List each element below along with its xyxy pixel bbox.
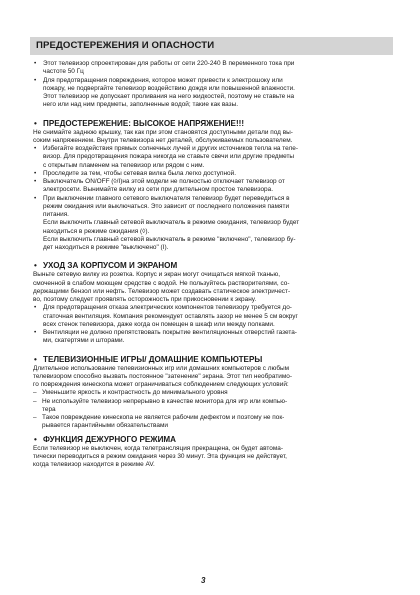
games-dash-1: – Уменьшите яркость и контрастность до минимального уровня (33, 389, 228, 397)
games-paragraph: Длительное использование телевизионных игр или домашних компьютеров с любым телевизором способно вызвать постоянное "затенение" экрана. Этот тип необратимо- го повреждения кинескопа может ограничиваться соблюдением следующих условий: (33, 364, 293, 388)
games-dash-3: – Такое повреждение кинескопа не является рабочим дефектом и поэтому не пок- рывается гарантийными обязательствами (33, 414, 285, 430)
bullet-icon: • (34, 434, 37, 444)
page-number: 3 (201, 576, 206, 585)
bullet-icon: • (34, 76, 37, 84)
games-dash-2: – Не используйте телевизор непрерывно в качестве монитора для игр или компью- тера (33, 397, 288, 413)
care-paragraph: Выньте сетевую вилку из розетка. Корпус и экран могут очищаться мягкой тканью, смоченной в слабом моющем средстве с водой. Не пользуйтесь растворителями, со- держащими бензол или нефть. Телевизор может создавать статическое электричест- во, поэтому следует проявлять осторожность при прикосновении к экрану. (33, 271, 291, 303)
voltage-note-1: Если выключить главный сетевой выключатель в режиме ожидания, телевизор будет находиться в режиме ожидания (◊). (43, 219, 300, 235)
voltage-bullet-3: • Выключатель ON/OFF (◊/I)на этой модели не полностью отключает телевизор от электросети. Вынимайте вилку из сети при длительном простое телевизора. (34, 178, 285, 194)
bullet-icon: • (34, 118, 37, 128)
standby-paragraph: Если телевизор не выключен, когда телетрансляция прекращена, он будет автома- тически переводиться в режим ожидания через 30 минут. Эта функция не действует, когда телевизор находится в режиме AV. (33, 444, 287, 468)
intro-bullet-2: • Для предотвращения повреждения, которое может привести к электрошоку или пожару, не подвергайте телевизор воздействию дождя или повышенной влажности. Этот телевизор не допускает проливания на него жидкостей, поэтому не ставьте на него или над ним предметы, заполненные водой; такие как вазы. (34, 76, 295, 109)
page-content (33, 60, 391, 469)
section-title-care: • УХОД ЗА КОРПУСОМ И ЭКРАНОМ (34, 261, 178, 271)
voltage-paragraph: Не снимайте заднюю крышку, так как при этом становятся доступными детали под вы- соким напряжением. Внутри телевизора нет деталей, обслуживаемых пользователем. (33, 128, 293, 144)
section-title-standby: • ФУНКЦИЯ ДЕЖУРНОГО РЕЖИМА (34, 434, 177, 444)
care-bullet-2: • Вентиляции не должно препятствовать покрытие вентиляционных отверстий газета- ми, скатертями и шторами. (34, 329, 297, 345)
bullet-icon: • (34, 261, 37, 271)
intro-bullet-1: • Этот телевизор спроектирован для работы от сети 220-240 В переменного тока при частоте 50 Гц (34, 60, 295, 76)
voltage-bullet-4: • При выключении главного сетевого выключателя телевизор будет переведиться в режим ожидания или выключаться. Это зависит от последнего положения памяти питания. (34, 194, 290, 218)
dash-icon: – (33, 414, 37, 421)
section-title-voltage: • ПРЕДОСТЕРЕЖЕНИЕ: ВЫСОКОЕ НАПРЯЖЕНИЕ!!! (34, 118, 245, 128)
bullet-icon: • (34, 194, 37, 202)
bullet-icon: • (34, 169, 37, 177)
bullet-icon: • (34, 60, 37, 67)
section-title-games: • ТЕЛЕВИЗИОННЫЕ ИГРЫ/ ДОМАШНИЕ КОМПЬЮТЕРЫ (34, 354, 263, 364)
voltage-note-2: Если выключить главный сетевой выключатель в режиме "включено", телевизор бу- дет находиться в режиме "выключено" (I). (43, 235, 296, 251)
bullet-icon: • (34, 178, 37, 185)
care-bullet-1: • Для предотвращения отказа электрических компонентов телевизору требуется до- статочная вентиляция. Компания рекомендует оставлять зазор не менее 5 см вокруг всех стенок телевизора, даже когда он помещен в шкаф или между полками. (34, 304, 298, 328)
page-title: ПРЕДОСТЕРЕЖЕНИЯ И ОПАСНОСТИ (36, 40, 215, 51)
bullet-icon: • (34, 304, 37, 312)
bullet-icon: • (34, 145, 37, 152)
voltage-bullet-1: • Избегайте воздействия прямых солнечных лучей и других источников тепла на теле- визор. Для предотвращения пожара никогда не ставьте свечи или другие предметы с открытым пламенем на телевизор или рядом с ним. (34, 145, 299, 169)
voltage-bullet-2: • Проследите за тем, чтобы сетевая вилка была легко доступной. (34, 169, 237, 177)
bullet-icon: • (34, 354, 37, 364)
bullet-icon: • (34, 329, 37, 336)
dash-icon: – (33, 389, 37, 397)
dash-icon: – (33, 397, 37, 405)
